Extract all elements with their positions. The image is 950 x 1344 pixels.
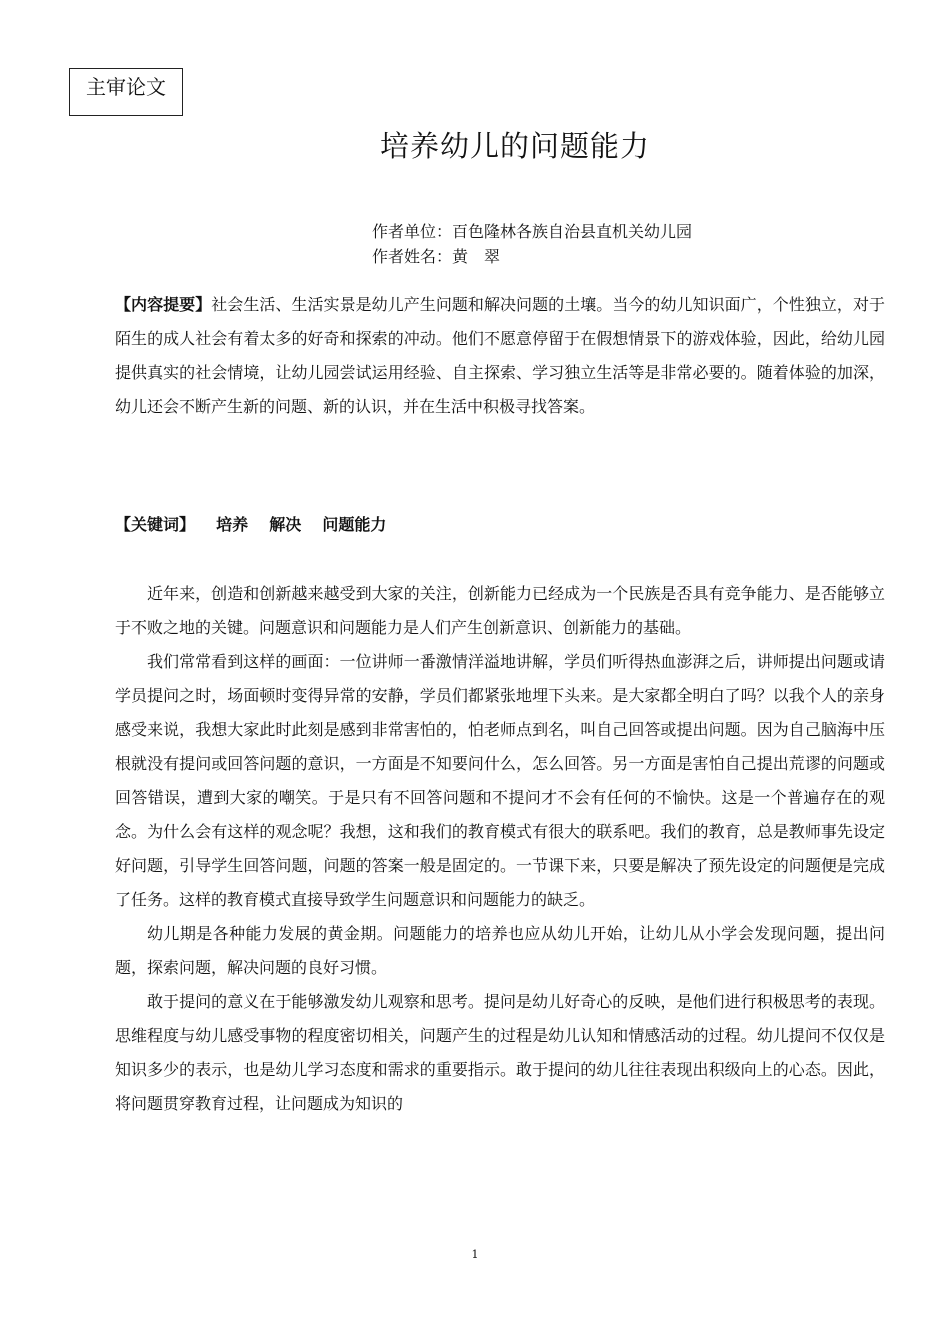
keywords-label: 【关键词】 xyxy=(115,515,196,534)
abstract-section xyxy=(115,288,885,424)
keywords-section xyxy=(115,508,885,542)
review-badge: 主审论文 xyxy=(69,68,183,116)
keyword-item: 培养 xyxy=(216,515,249,534)
keyword-item: 解决 xyxy=(269,515,302,534)
main-body xyxy=(115,577,885,1121)
author-unit: 作者单位：百色隆林各族自治县直机关幼儿园 xyxy=(372,222,693,241)
author-name: 作者姓名：黄 翠 xyxy=(372,247,501,266)
paper-title: 培养幼儿的问题能力 xyxy=(380,129,651,163)
abstract-label: 【内容提要】 xyxy=(115,295,212,314)
body-paragraph: 敢于提问的意义在于能够激发幼儿观察和思考。提问是幼儿好奇心的反映，是他们进行积极思考的表现。思维程度与幼儿感受事物的程度密切相关，问题产生的过程是幼儿认知和情感活动的过程。幼儿提问不仅仅是知识多少的表示，也是幼儿学习态度和需求的重要指示。敢于提问的幼儿往往表现出积级向上的心态。因此，将问题贯穿教育过程，让问题成为知识的 xyxy=(115,992,885,1113)
body-paragraph: 幼儿期是各种能力发展的黄金期。问题能力的培养也应从幼儿开始，让幼儿从小学会发现问题，提出问题，探索问题，解决问题的良好习惯。 xyxy=(115,924,885,977)
abstract-text: 社会生活、生活实景是幼儿产生问题和解决问题的土壤。当今的幼儿知识面广，个性独立，对于陌生的成人社会有着太多的好奇和探索的冲动。他们不愿意停留于在假想情景下的游戏体验，因此，给幼儿园提供真实的社会情境，让幼儿园尝试运用经验、自主探索、学习独立生活等是非常必要的。随着体验的加深，幼儿还会不断产生新的问题、新的认识，并在生活中积极寻找答案。 xyxy=(115,295,885,416)
body-paragraph: 近年来，创造和创新越来越受到大家的关注，创新能力已经成为一个民族是否具有竞争能力、是否能够立于不败之地的关键。问题意识和问题能力是人们产生创新意识、创新能力的基础。 xyxy=(115,584,885,637)
page-number: 1 xyxy=(471,1248,479,1261)
body-paragraph: 我们常常看到这样的画面：一位讲师一番激情洋溢地讲解，学员们听得热血澎湃之后，讲师提出问题或请学员提问之时，场面顿时变得异常的安静，学员们都紧张地埋下头来。是大家都全明白了吗？以我个人的亲身感受来说，我想大家此时此刻是感到非常害怕的，怕老师点到名，叫自己回答或提出问题。因为自己脑海中压根就没有提问或回答问题的意识，一方面是不知要问什么，怎么回答。另一方面是害怕自己提出荒谬的问题或回答错误，遭到大家的嘲笑。于是只有不回答问题和不提问才不会有任何的不愉快。这是一个普遍存在的观念。为什么会有这样的观念呢？我想，这和我们的教育模式有很大的联系吧。我们的教育，总是教师事先设定好问题，引导学生回答问题，问题的答案一般是固定的。一节课下来，只要是解决了预先设定的问题便是完成了任务。这样的教育模式直接导致学生问题意识和问题能力的缺乏。 xyxy=(115,652,885,909)
keyword-item: 问题能力 xyxy=(322,515,387,534)
